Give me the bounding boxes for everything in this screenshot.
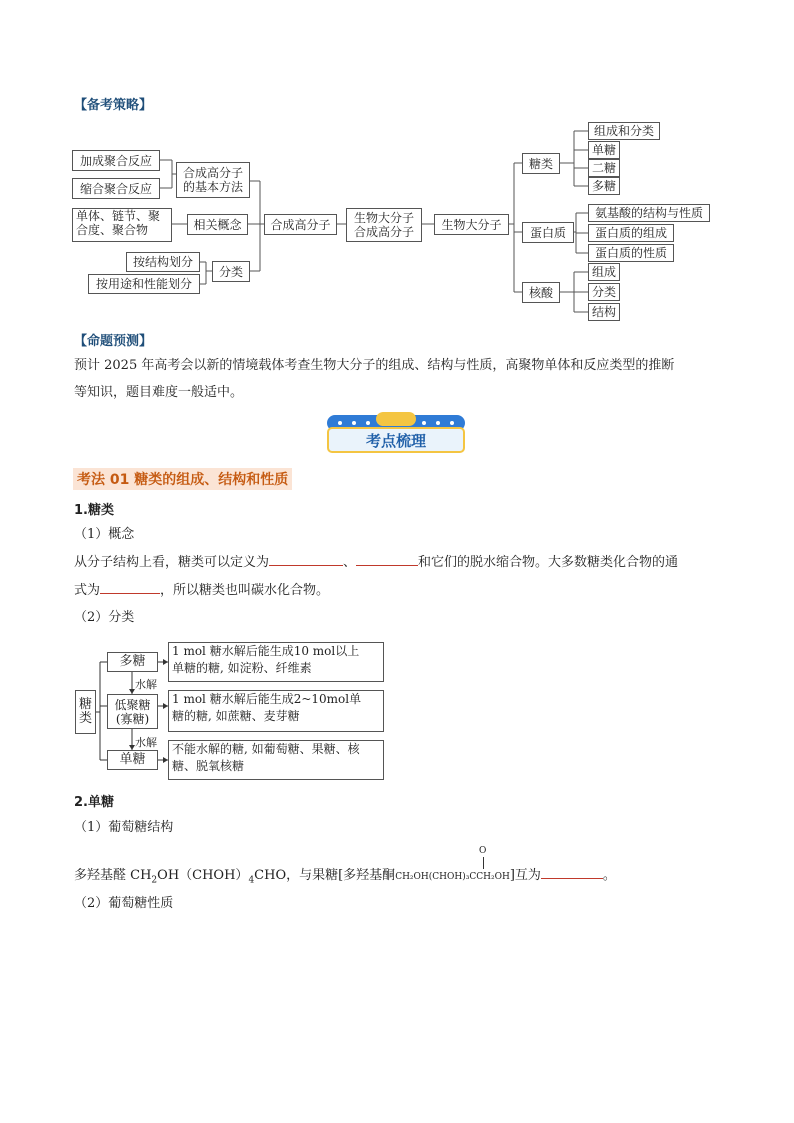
gl-e: 。	[602, 868, 616, 883]
nucleic-item-box: 结构	[588, 303, 620, 321]
gl-b: OH（CHOH）	[157, 868, 249, 883]
banner-title: 考点梳理	[365, 432, 426, 450]
fructose-formula: CH₂OH(CHOH)₃CCH₂OH	[395, 872, 510, 882]
cls-oligo-line2: (寡糖)	[115, 711, 150, 726]
protein-item-box: 蛋白质的组成	[588, 224, 674, 242]
sec1-sub2: （2）分类	[74, 610, 135, 625]
concept-items-line1: 单体、链节、聚	[76, 209, 161, 223]
sugar-box: 糖类	[522, 153, 560, 174]
nucleic-box: 核酸	[522, 282, 560, 303]
gl-d: ]互为	[509, 868, 541, 883]
cls-root-box	[75, 690, 96, 734]
protein-item-box: 蛋白质的性质	[588, 244, 674, 262]
concept-label-box: 相关概念	[187, 214, 248, 235]
strategy-heading: 【备考策略】	[74, 98, 153, 113]
gl-c: CHO，与果糖[多羟基酮	[254, 868, 396, 883]
concept-items-line2: 合度、聚合物	[76, 223, 149, 237]
gl-sub2: 2	[151, 875, 158, 886]
hydrolysis-label-1: 水解	[135, 678, 157, 691]
protein-box: 蛋白质	[522, 222, 574, 243]
oligo-desc-line1: 1 mol 糖水解后能生成2~10mol单	[172, 692, 362, 706]
poly-desc-line2: 单糖的糖, 如淀粉、纤维素	[172, 661, 312, 675]
p2-a: 式为	[74, 583, 101, 598]
fructose-o-label: O	[479, 846, 487, 856]
mono-desc-box	[168, 740, 384, 780]
bio-synth-line2: 合成高分子	[353, 225, 414, 239]
cls-root-line1: 糖	[78, 697, 92, 712]
sec1-sub1: （1）概念	[74, 527, 135, 542]
sec2-sub1: （1）葡萄糖结构	[74, 820, 174, 835]
protein-item-box: 氨基酸的结构与性质	[588, 204, 710, 222]
prediction-heading: 【命题预测】	[74, 334, 153, 349]
prediction-line1: 预计 2025 年高考会以新的情境载体考查生物大分子的组成、结构与性质，高聚物单体和反应类型的推断	[74, 358, 675, 373]
class-usage-box: 按用途和性能划分	[88, 274, 200, 294]
oligo-desc-line2: 糖的糖, 如蔗糖、麦芽糖	[172, 709, 300, 723]
p1-a: 从分子结构上看，糖类可以定义为	[74, 555, 270, 570]
methods-label-line1: 合成高分子	[182, 166, 243, 180]
poly-desc-line1: 1 mol 糖水解后能生成10 mol以上	[172, 644, 360, 658]
p1-sep: 、	[343, 555, 357, 570]
cls-root-line2: 类	[78, 711, 92, 726]
nucleic-item-box: 分类	[588, 283, 620, 301]
bio-synth-line1: 生物大分子	[353, 211, 414, 225]
cls-mono-box: 单糖	[107, 750, 158, 770]
method-addition-box: 加成聚合反应	[72, 150, 160, 171]
sugar-item-box: 组成和分类	[588, 122, 660, 140]
cls-poly-box: 多糖	[107, 652, 158, 672]
mono-desc-line2: 糖、脱氧核糖	[172, 759, 245, 773]
kaofa-title: 考法 01 糖类的组成、结构和性质	[77, 472, 289, 488]
p1-b: 和它们的脱水缩合物。大多数糖类化合物的通	[418, 555, 679, 570]
class-label-box: 分类	[212, 261, 250, 282]
class-structure-box: 按结构划分	[126, 252, 200, 272]
nucleic-item-box: 组成	[588, 263, 620, 281]
gl-sub4: 4	[248, 875, 255, 886]
method-condensation-box: 缩合聚合反应	[72, 178, 160, 199]
sec1-title: 1.糖类	[74, 503, 114, 518]
mono-desc-line1: 不能水解的糖, 如葡萄糖、果糖、核	[172, 742, 360, 756]
cls-oligo-line1: 低聚糖	[114, 697, 151, 712]
sec2-sub2: （2）葡萄糖性质	[74, 896, 174, 911]
sugar-item-box: 单糖	[588, 141, 620, 159]
poly-desc-box	[168, 642, 384, 682]
sugar-item-box: 多糖	[588, 177, 620, 195]
hydrolysis-label-2: 水解	[135, 736, 157, 749]
gl-a: 多羟基醛 CH	[74, 868, 152, 883]
prediction-line2: 等知识，题目难度一般适中。	[74, 385, 244, 400]
oligo-desc-box	[168, 690, 384, 732]
sugar-item-box: 二糖	[588, 159, 620, 177]
blank-4[interactable]	[541, 864, 603, 879]
sec2-title: 2.单糖	[74, 795, 114, 810]
bio-polymer-box: 生物大分子	[434, 214, 509, 235]
synth-polymer-box: 合成高分子	[264, 214, 337, 235]
methods-label-line2: 的基本方法	[182, 180, 243, 194]
cls-oligo-box	[107, 694, 158, 729]
p2-b: ，所以糖类也叫碳水化合物。	[160, 583, 330, 598]
